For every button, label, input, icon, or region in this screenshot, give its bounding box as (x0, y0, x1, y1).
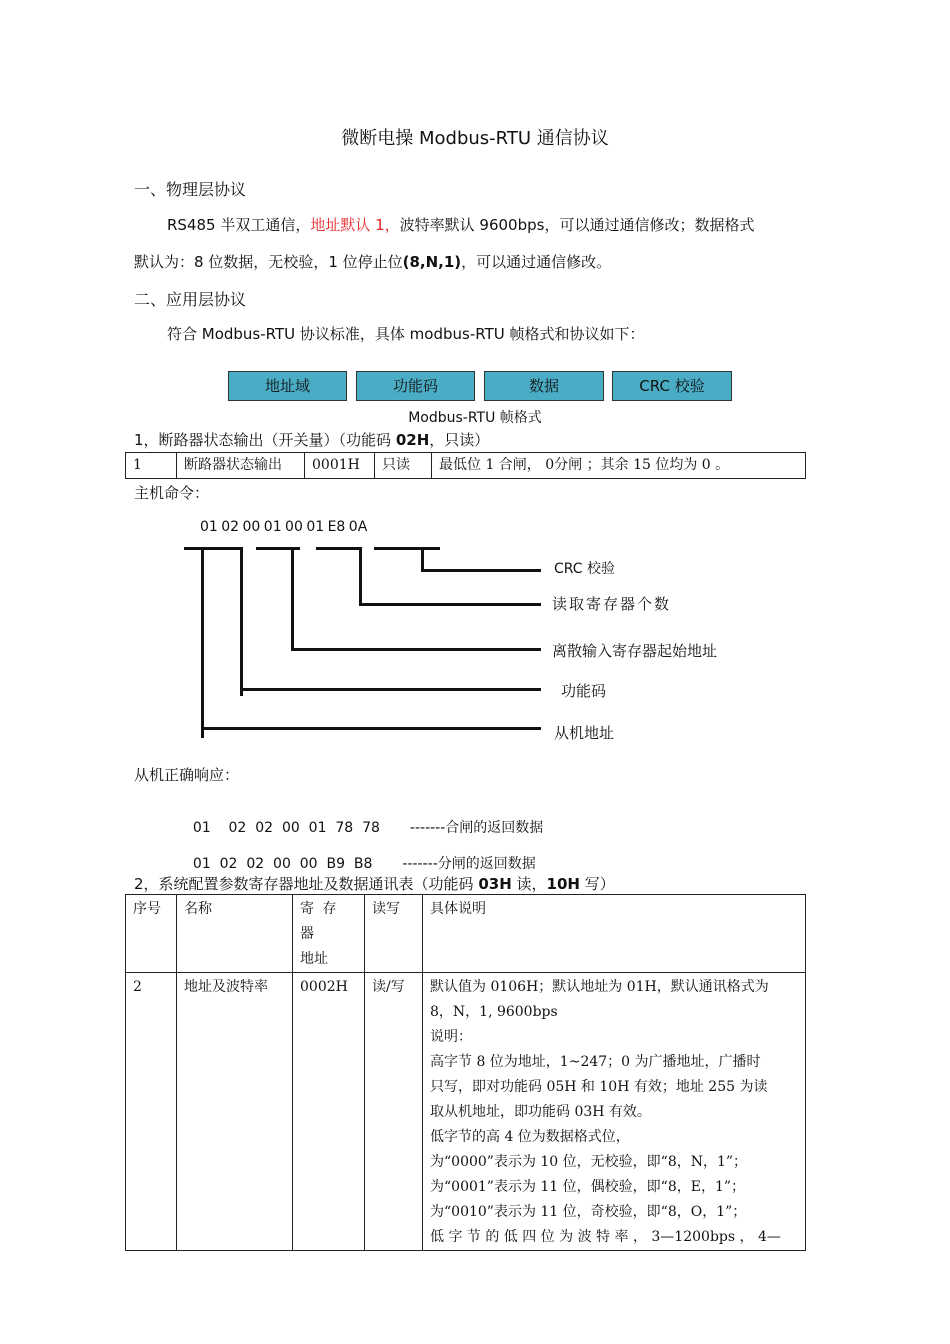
breaker-status-table (125, 452, 806, 479)
bracket-slave-horizontal (201, 727, 541, 730)
section1-paragraph-line2 (134, 251, 611, 272)
section2-heading: 二、应用层协议 (134, 290, 247, 309)
bracket-crc-horizontal (421, 569, 541, 572)
table-header-row (126, 895, 806, 973)
text: 波特率默认 9600bps，可以通过通信修改；数据格式 (399, 216, 755, 234)
text: ，可以通过通信修改。 (461, 253, 612, 271)
section1-paragraph-line1 (167, 214, 754, 235)
response-bytes: 01 02 02 00 01 78 78 (192, 820, 380, 836)
label-start-address: 离散输入寄存器起始地址 (552, 642, 718, 660)
desc-line: 为“0001”表示为 11 位，偶校验，即“8，E，1”； (430, 1179, 746, 1195)
header-register-line1: 寄 存 器 (300, 901, 339, 942)
system-config-table (125, 894, 806, 1251)
highlight-default-address: 地址默认 1， (310, 216, 400, 234)
text: 默认为：8 位数据，无校验，1 位停止位 (134, 253, 403, 271)
label-function-code: 功能码 (561, 682, 607, 700)
table-row (126, 453, 806, 479)
text: 写） (579, 875, 615, 893)
section2-intro: 符合 Modbus-RTU 协议标准，具体 modbus-RTU 帧格式和协议如下： (167, 325, 645, 343)
cell-name: 地址及波特率 (177, 973, 293, 1251)
label-crc: CRC 校验 (554, 561, 616, 577)
desc-line: 只写，即对功能码 05H 和 10H 有效；地址 255 为读 (430, 1079, 768, 1095)
cell-address: 0002H (293, 973, 365, 1251)
bracket-top-count (316, 547, 360, 550)
text: ，只读） (429, 431, 490, 449)
desc-line: 默认值为 0106H；默认地址为 01H，默认通讯格式为 (430, 979, 769, 995)
desc-line: 8，N，1, 9600bps (430, 1004, 558, 1020)
label-register-count: 读取寄存器个数 (552, 595, 672, 613)
desc-line: 为“0000”表示为 10 位，无校验，即“8，N，1”； (430, 1154, 748, 1170)
frame-box-address: 地址域 (228, 371, 347, 401)
item2-heading (134, 873, 615, 894)
slave-response-label: 从机正确响应： (134, 766, 240, 784)
cell-desc (423, 973, 806, 1251)
desc-line: 低字节的高 4 位为数据格式位， (430, 1129, 630, 1145)
response-note: -------合闸的返回数据 (409, 820, 544, 836)
frame-box-crc: CRC 校验 (612, 371, 732, 401)
bracket-top-func (218, 547, 242, 550)
response-note: -------分闸的返回数据 (402, 856, 536, 872)
frame-box-function: 功能码 (356, 371, 475, 401)
cell-name: 断路器状态输出 (177, 453, 305, 479)
bracket-count-vertical (359, 547, 362, 606)
host-command-bytes: 01 02 00 01 00 01 E8 0A (200, 519, 368, 535)
document-title: 微断电操 Modbus-RTU 通信协议 (341, 128, 609, 149)
cell-desc: 最低位 1 合闸， 0分闸 ；其余 15 位均为 0 。 (432, 453, 806, 479)
text: RS485 半双工通信， (167, 216, 311, 234)
frame-box-data: 数据 (484, 371, 604, 401)
response-close (184, 801, 543, 837)
bracket-start-vertical (291, 547, 294, 651)
text: 1，断路器状态输出（开关量）（功能码 (134, 431, 396, 449)
bracket-start-horizontal (291, 648, 541, 651)
header-no: 序号 (126, 895, 177, 973)
data-format-bold: (8,N,1) (402, 253, 462, 271)
response-open (184, 837, 536, 873)
bracket-func-horizontal (240, 688, 541, 691)
header-register-address (293, 895, 365, 973)
response-bytes: 01 02 02 00 00 B9 B8 (192, 856, 373, 872)
read-function-code: 03H (478, 875, 512, 893)
label-slave-address: 从机地址 (554, 724, 615, 742)
desc-line: 低 字 节 的 低 四 位 为 波 特 率 ， 3—1200bps ， 4— (430, 1229, 781, 1245)
bracket-func-vertical (240, 547, 243, 696)
desc-line: 取从机地址，即功能码 03H 有效。 (430, 1104, 651, 1120)
write-function-code: 10H (546, 875, 580, 893)
text: 读， (511, 875, 547, 893)
cell-address: 0001H (305, 453, 375, 479)
bracket-count-horizontal (359, 603, 541, 606)
header-register-line2: 地址 (300, 951, 328, 967)
section1-heading: 一、物理层协议 (134, 180, 247, 199)
header-name: 名称 (177, 895, 293, 973)
bracket-slave-vertical (201, 547, 204, 738)
text: 2，系统配置参数寄存器地址及数据通讯表（功能码 (134, 875, 479, 893)
cell-no: 2 (126, 973, 177, 1251)
cell-no: 1 (126, 453, 177, 479)
cell-rw: 只读 (375, 453, 432, 479)
host-command-label: 主机命令： (134, 484, 210, 502)
desc-line: 为“0010”表示为 11 位，奇校验，即“8，O，1”； (430, 1204, 747, 1220)
function-code: 02H (395, 431, 430, 449)
header-rw: 读写 (365, 895, 423, 973)
cell-rw: 读/写 (365, 973, 423, 1251)
table-row (126, 973, 806, 1251)
item1-heading (134, 429, 489, 450)
desc-line: 高字节 8 位为地址，1~247；0 为广播地址，广播时 (430, 1054, 761, 1070)
desc-line: 说明： (430, 1029, 472, 1045)
header-desc: 具体说明 (423, 895, 806, 973)
frame-caption: Modbus-RTU 帧格式 (408, 410, 542, 426)
